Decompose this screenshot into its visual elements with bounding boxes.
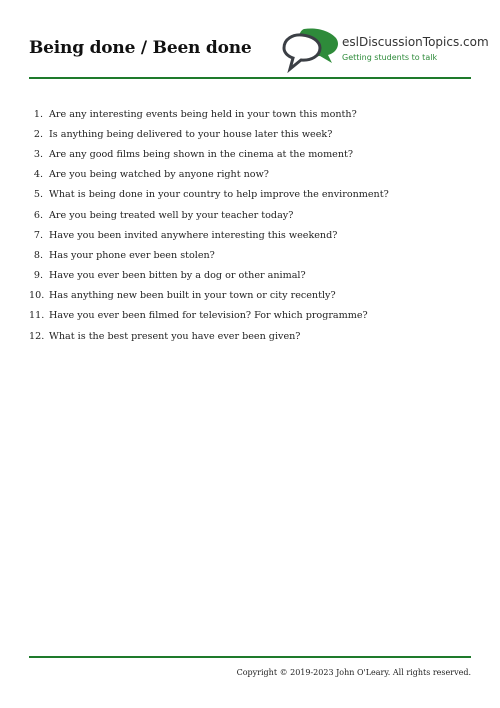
list-item <box>29 124 471 144</box>
question-text: Has your phone ever been stolen? <box>49 249 215 261</box>
question-list <box>29 104 471 346</box>
question-number: 1. <box>33 108 43 120</box>
question-text: Have you ever been bitten by a dog or other animal? <box>49 270 306 282</box>
question-number: 6. <box>33 209 43 221</box>
question-number: 9. <box>33 270 43 282</box>
list-item <box>29 205 471 225</box>
question-number: 5. <box>33 189 43 201</box>
question-text: Are you being treated well by your teacher today? <box>49 209 294 221</box>
site-name: eslDiscussionTopics.com <box>342 35 489 49</box>
question-number: 2. <box>33 128 43 140</box>
tagline: Getting students to talk <box>342 53 438 62</box>
question-text: Have you been invited anywhere interesting this weekend? <box>49 229 338 241</box>
question-number: 12. <box>29 330 45 342</box>
list-item <box>29 245 471 265</box>
question-number: 4. <box>33 169 43 181</box>
list-item <box>29 165 471 185</box>
list-item <box>29 225 471 245</box>
question-number: 11. <box>29 310 45 322</box>
question-text: Have you ever been filmed for television? For which programme? <box>49 310 368 322</box>
question-text: Are you being watched by anyone right now? <box>49 169 269 181</box>
question-number: 7. <box>33 229 43 241</box>
question-text: What is the best present you have ever been given? <box>49 330 301 342</box>
list-item <box>29 306 471 326</box>
question-number: 10. <box>29 290 45 302</box>
question-text: Has anything new been built in your town or city recently? <box>49 290 336 302</box>
list-item <box>29 286 471 306</box>
question-text: Is anything being delivered to your house later this week? <box>49 128 333 140</box>
list-item <box>29 266 471 286</box>
question-number: 8. <box>33 249 43 261</box>
question-number: 3. <box>33 148 43 160</box>
copyright-notice: Copyright © 2019-2023 John O'Leary. All rights reserved. <box>236 668 471 677</box>
list-item <box>29 185 471 205</box>
page-title: Being done / Been done <box>29 38 252 58</box>
speech-bubbles-icon <box>280 27 342 73</box>
header-divider <box>29 77 471 79</box>
question-text: What is being done in your country to help improve the environment? <box>49 189 389 201</box>
question-text: Are any good films being shown in the cinema at the moment? <box>49 148 354 160</box>
list-item <box>29 326 471 346</box>
question-text: Are any interesting events being held in your town this month? <box>49 108 357 120</box>
site-logo-text <box>342 35 489 63</box>
list-item <box>29 144 471 164</box>
footer-divider <box>29 656 471 658</box>
page-header <box>29 0 489 80</box>
list-item <box>29 104 471 124</box>
